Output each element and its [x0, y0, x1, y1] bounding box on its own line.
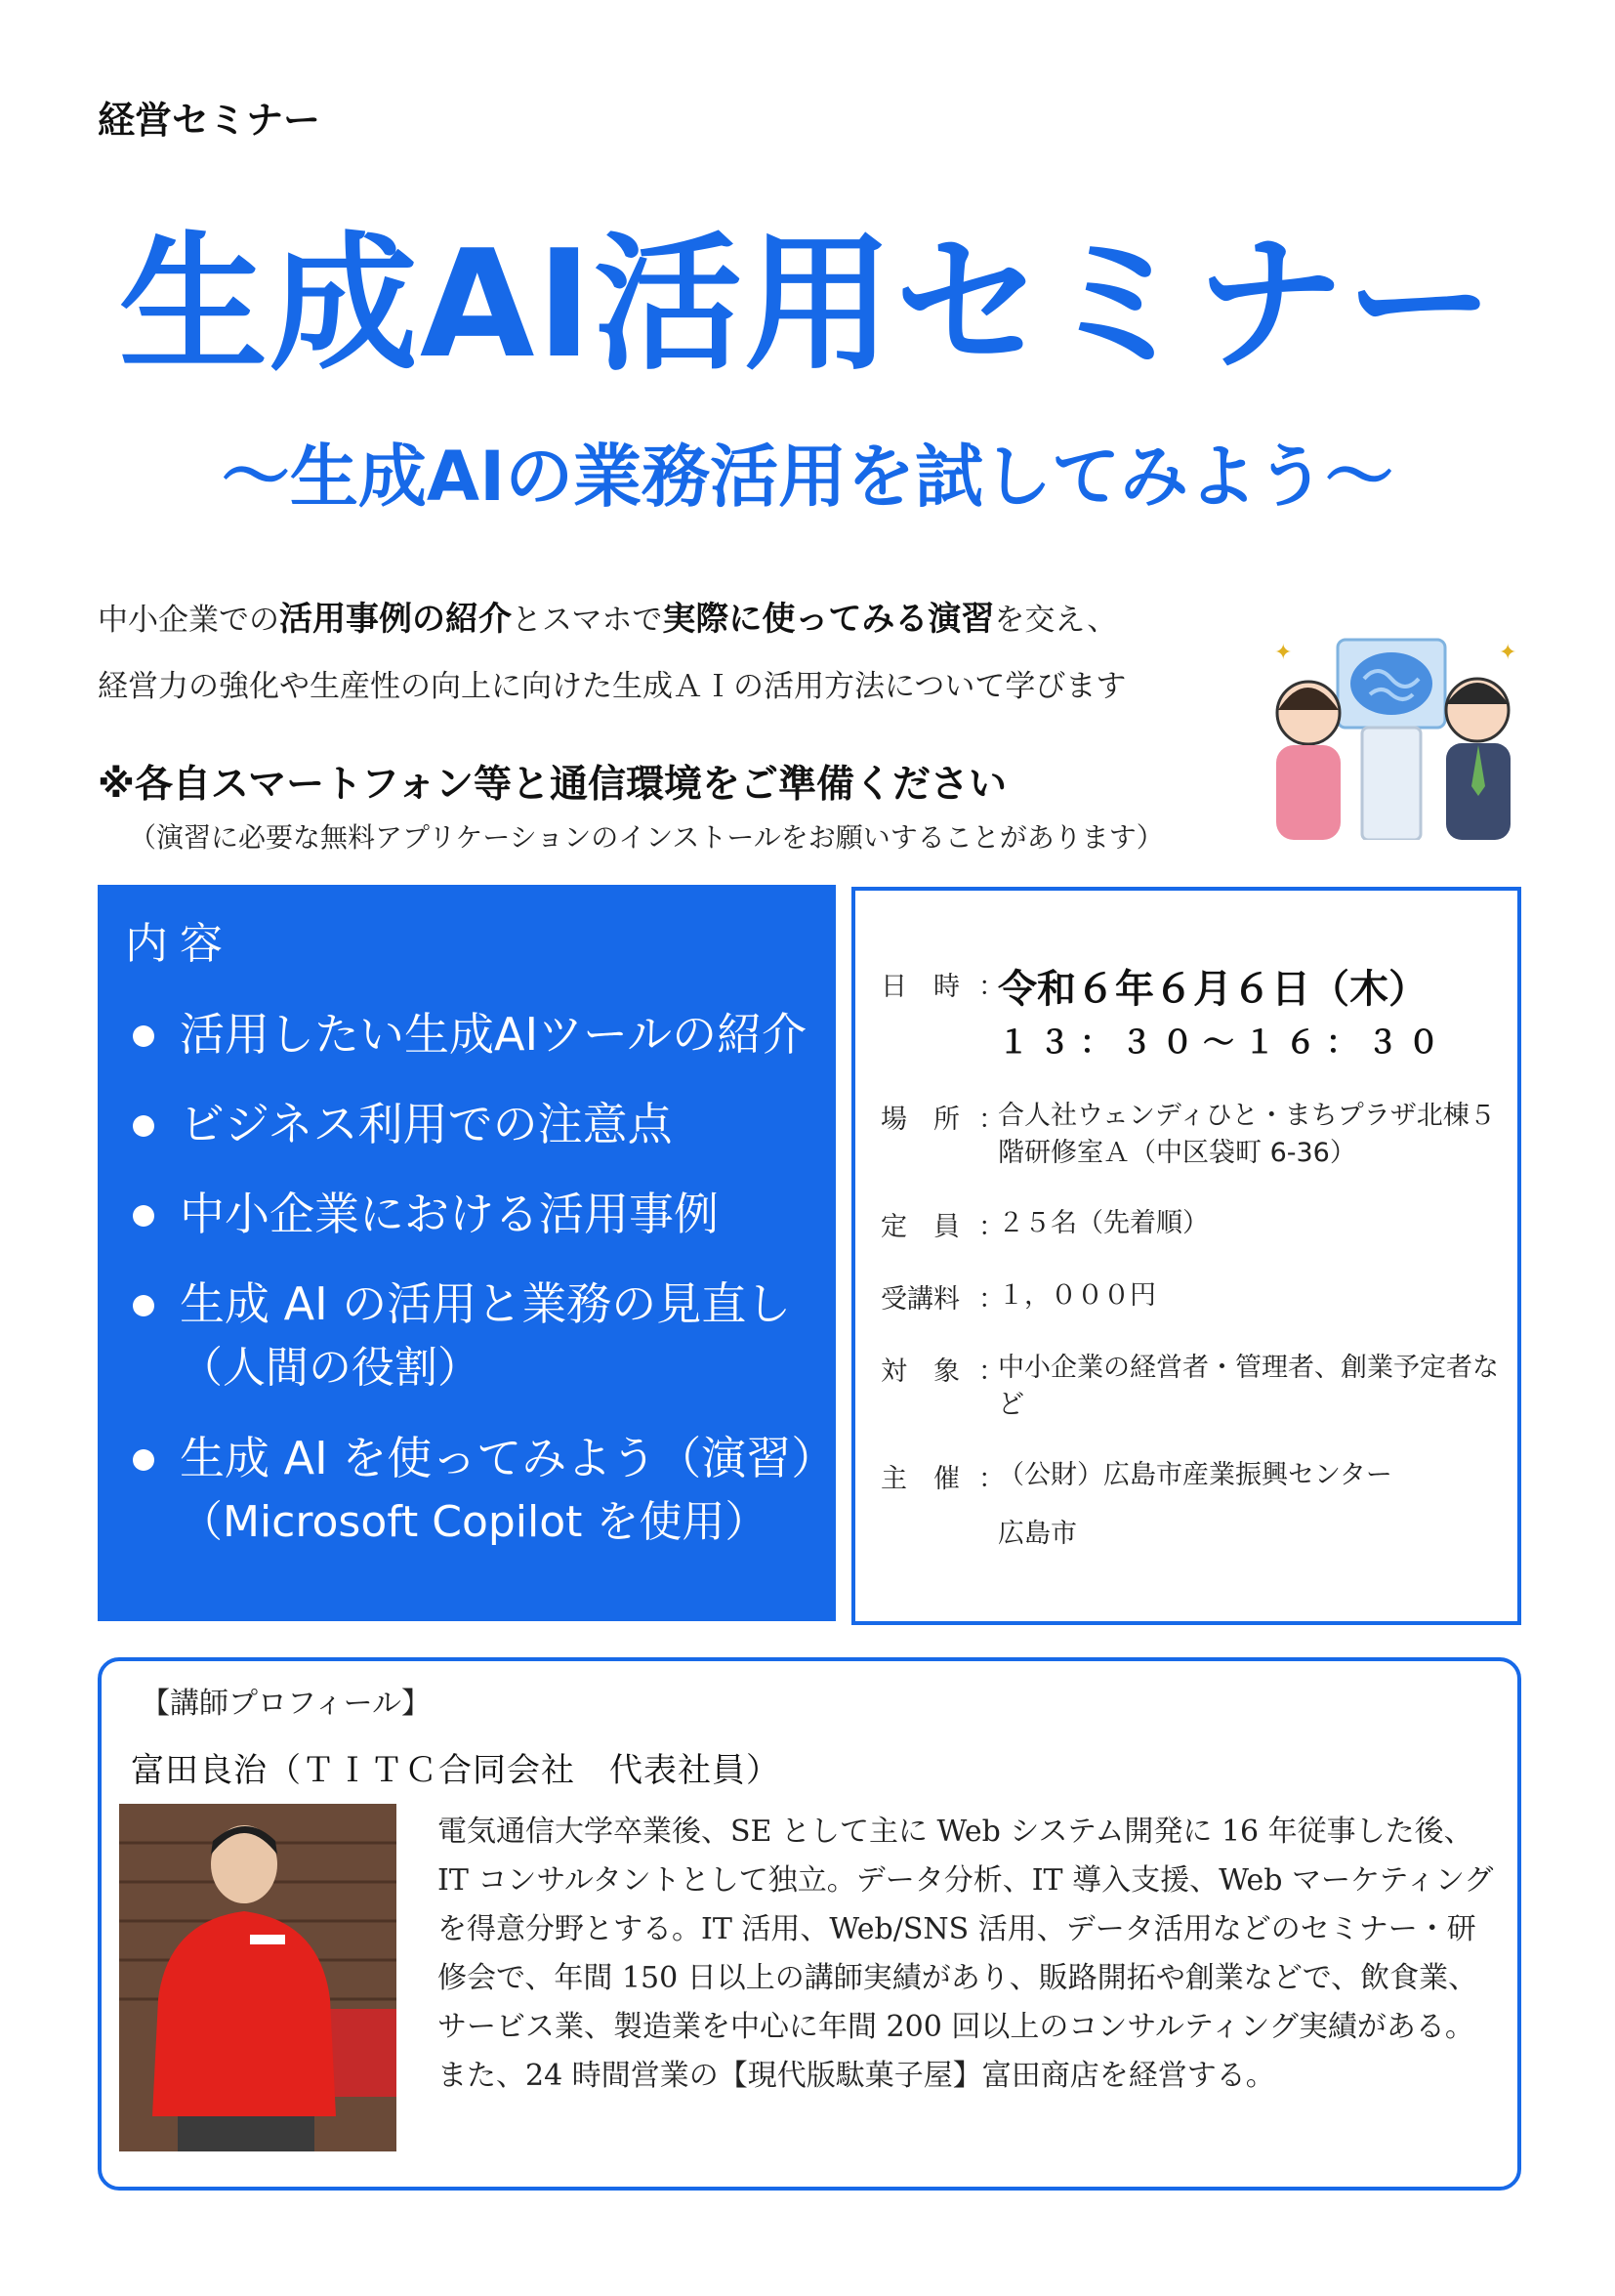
content-heading: 内容	[125, 919, 234, 969]
intro-text-a: 中小企業での	[98, 603, 279, 638]
event-time: １３：３０～１６：３０	[998, 1023, 1450, 1061]
bullet-icon	[133, 1205, 154, 1227]
intro-line-1	[98, 586, 1126, 653]
list-item-text: 生成 AI の活用と業務の見直し	[180, 1277, 792, 1330]
detail-label: 場 所	[881, 1105, 960, 1135]
content-panel	[98, 885, 836, 1621]
detail-fee-row	[881, 1277, 1515, 1315]
detail-separator: ：	[978, 1284, 1005, 1315]
detail-separator: ：	[978, 972, 1005, 1002]
event-target: 中小企業の経営者・管理者、創業予定者など	[998, 1353, 1499, 1420]
bullet-icon	[133, 1449, 154, 1471]
details-panel	[851, 887, 1521, 1625]
detail-separator: ：	[978, 1464, 1005, 1494]
intro-text	[98, 586, 1126, 720]
event-capacity: ２５名（先着順）	[998, 1208, 1209, 1238]
instructor-bio: 電気通信大学卒業後、SE として主に Web システム開発に 16 年従事した後、IT コンサルタントとして独立。データ分析、IT 導入支援、Web マーケティングを得意分野とする。IT 活用、Web/SNS 活用、データ活用などのセミナー・研修会で、年間 150 日以上の講師実績があり、販路開拓や創業などで、飲食業、サービス業、製造業を中心に年間 200 回以上のコンサルティング実績がある。また、24 時間営業の【現代版駄菓子屋】富田商店を経営する。	[437, 1815, 1494, 2093]
event-place: 合人社ウェンディひと・まちプラザ北棟５階研修室Ａ（中区袋町 6-36）	[998, 1101, 1496, 1168]
instructor-photo-icon	[119, 1804, 396, 2151]
list-item	[125, 1182, 836, 1246]
detail-label: 受講料	[881, 1284, 960, 1315]
list-item	[125, 1002, 836, 1066]
detail-separator: ：	[978, 1105, 1005, 1135]
host-2: 広島市	[998, 1519, 1077, 1549]
content-list	[125, 1002, 836, 1580]
intro-line-2: 経営力の強化や生産性の向上に向けた生成ＡＩの活用方法について学びます	[98, 669, 1127, 704]
page-title: 生成AI活用セミナー	[118, 218, 1497, 391]
intro-highlight-exercise: 実際に使ってみる演習	[662, 600, 995, 639]
detail-label: 定 員	[881, 1212, 960, 1242]
list-item-note: （人間の役割）	[180, 1343, 480, 1393]
event-date: 令和６年６月６日（木）	[998, 967, 1428, 1012]
ai-brain-illustration-icon	[1255, 620, 1528, 840]
notice-sub: （演習に必要な無料アプリケーションのインストールをお願いすることがあります）	[129, 821, 1164, 854]
detail-separator: ：	[978, 1212, 1005, 1242]
instructor-name: 富田良治（ＴＩＴＣ合同会社 代表社員）	[131, 1751, 780, 1790]
seminar-kicker: 経営セミナー	[98, 99, 321, 142]
intro-highlight-cases: 活用事例の紹介	[279, 600, 512, 639]
intro-text-c: とスマホで	[512, 603, 663, 638]
detail-host-row	[881, 1457, 1515, 1553]
bullet-icon	[133, 1115, 154, 1137]
list-item	[125, 1426, 836, 1555]
list-item-text: 生成 AI を使ってみよう（演習）	[180, 1432, 837, 1484]
svg-text:✦: ✦	[1274, 641, 1293, 665]
event-host	[998, 1457, 1515, 1553]
list-item	[125, 1092, 836, 1156]
detail-value	[998, 965, 1515, 1061]
list-item	[125, 1272, 836, 1400]
profile-label: 【講師プロフィール】	[141, 1687, 431, 1721]
bullet-icon	[133, 1025, 154, 1047]
svg-text:✦: ✦	[1499, 641, 1517, 665]
detail-date-row	[881, 965, 1515, 1061]
event-fee: １，０００円	[998, 1280, 1156, 1311]
detail-label: 対 象	[881, 1357, 960, 1387]
host-1: （公財）広島市産業振興センター	[998, 1460, 1392, 1490]
intro-text-e: を交え、	[994, 603, 1118, 638]
detail-separator: ：	[978, 1357, 1005, 1387]
list-item-text: 活用したい生成AIツールの紹介	[180, 1008, 808, 1061]
page-subtitle: ～生成AIの業務活用を試してみよう～	[221, 437, 1394, 517]
instructor-profile-panel	[98, 1657, 1521, 2191]
detail-label: 主 催	[881, 1464, 960, 1494]
bullet-icon	[133, 1295, 154, 1316]
list-item-note: （Microsoft Copilot を使用）	[180, 1497, 768, 1547]
list-item-text: ビジネス利用での注意点	[180, 1098, 673, 1150]
detail-capacity-row	[881, 1205, 1515, 1243]
detail-place-row	[881, 1098, 1515, 1172]
detail-label: 日 時	[881, 972, 960, 1002]
detail-target-row	[881, 1350, 1515, 1424]
list-item-text: 中小企業における活用事例	[180, 1188, 719, 1240]
notice-main: ※各自スマートフォン等と通信環境をご準備ください	[98, 763, 1008, 807]
